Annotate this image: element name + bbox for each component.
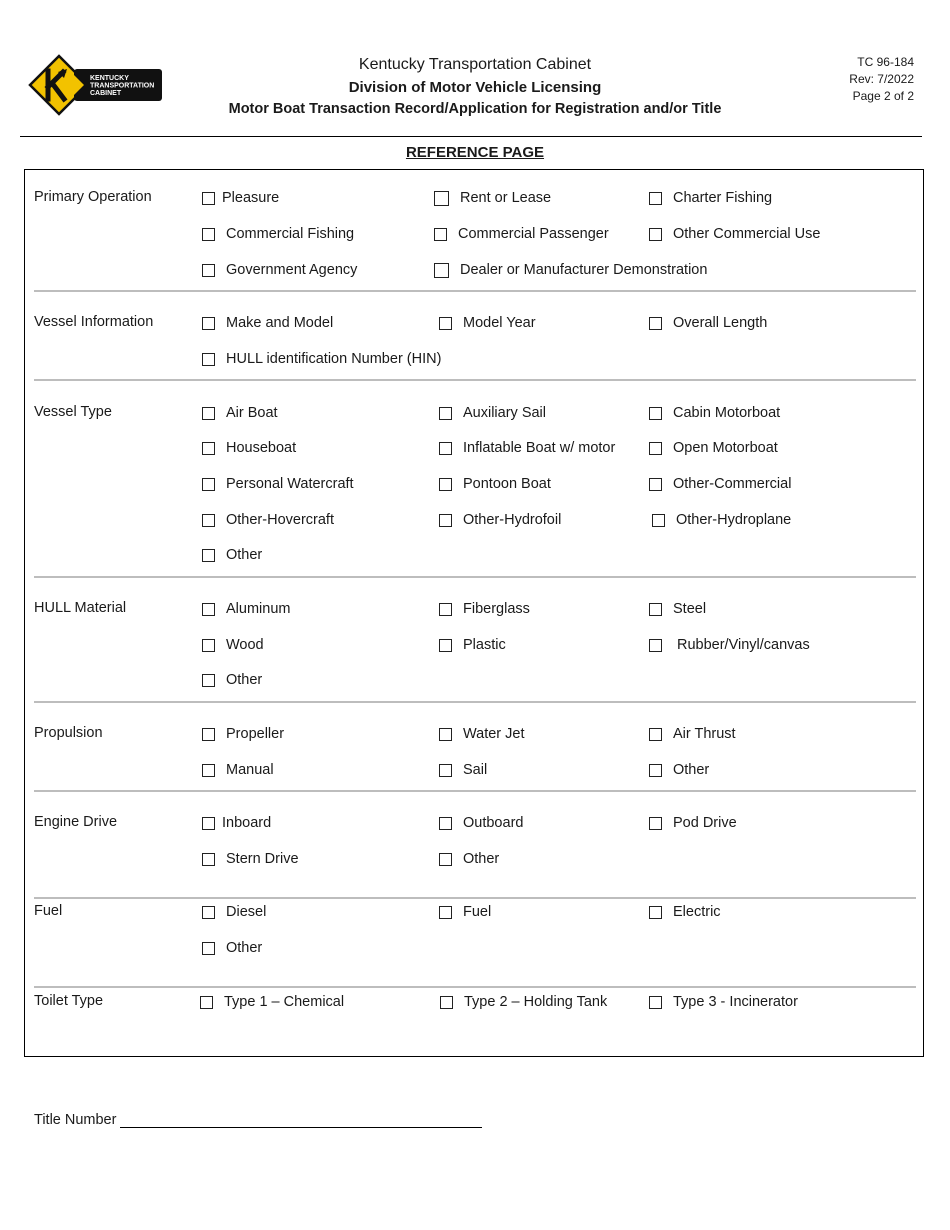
checkbox[interactable]	[202, 353, 215, 366]
checkbox[interactable]	[649, 603, 662, 616]
section-label: Fuel	[34, 903, 63, 919]
checkbox[interactable]	[649, 639, 662, 652]
option-rubber-vinyl-canvas[interactable]: Rubber/Vinyl/canvas	[649, 636, 810, 654]
section-divider	[34, 790, 916, 792]
option-type-1-chemical[interactable]: Type 1 – Chemical	[200, 993, 344, 1011]
option-other[interactable]: Other	[649, 761, 709, 779]
option-diesel[interactable]: Diesel	[202, 903, 266, 921]
section-label: Vessel Information	[34, 314, 154, 330]
checkbox[interactable]	[649, 192, 662, 205]
checkbox[interactable]	[439, 728, 452, 741]
section-label: Primary Operation	[34, 189, 152, 205]
form-number: TC 96-184	[857, 55, 914, 69]
checkbox[interactable]	[200, 996, 213, 1009]
checkbox[interactable]	[649, 407, 662, 420]
checkbox[interactable]	[202, 817, 215, 830]
checkbox[interactable]	[439, 639, 452, 652]
checkbox[interactable]	[439, 906, 452, 919]
option-outboard[interactable]: Outboard	[439, 814, 523, 832]
checkbox[interactable]	[439, 853, 452, 866]
option-pontoon-boat[interactable]: Pontoon Boat	[439, 475, 551, 493]
checkbox[interactable]	[202, 603, 215, 616]
option-water-jet[interactable]: Water Jet	[439, 725, 525, 743]
section-label: HULL Material	[34, 600, 127, 616]
section-divider	[34, 986, 916, 988]
option-rent-or-lease[interactable]: Rent or Lease	[434, 189, 551, 207]
option-electric[interactable]: Electric	[649, 903, 721, 921]
option-other-hydrofoil[interactable]: Other-Hydrofoil	[439, 511, 561, 529]
checkbox[interactable]	[434, 263, 449, 278]
option-other[interactable]: Other	[202, 939, 262, 957]
checkbox[interactable]	[202, 264, 215, 277]
option-steel[interactable]: Steel	[649, 600, 706, 618]
checkbox[interactable]	[649, 228, 662, 241]
checkbox[interactable]	[439, 817, 452, 830]
checkbox[interactable]	[652, 514, 665, 527]
option-cabin-motorboat[interactable]: Cabin Motorboat	[649, 404, 780, 422]
option-commercial-passenger[interactable]: Commercial Passenger	[434, 225, 609, 243]
option-open-motorboat[interactable]: Open Motorboat	[649, 439, 778, 457]
form-title: Motor Boat Transaction Record/Application for Registration and/or Title	[228, 101, 722, 117]
checkbox[interactable]	[202, 549, 215, 562]
checkbox[interactable]	[202, 478, 215, 491]
checkbox[interactable]	[439, 478, 452, 491]
kytc-logo	[28, 54, 164, 116]
option-dealer-or-manufacturer-demonstration[interactable]: Dealer or Manufacturer Demonstration	[434, 261, 707, 279]
section-label: Propulsion	[34, 725, 103, 741]
section-label: Vessel Type	[34, 404, 112, 420]
checkbox[interactable]	[434, 191, 449, 206]
option-aluminum[interactable]: Aluminum	[202, 600, 290, 618]
option-charter-fishing[interactable]: Charter Fishing	[649, 189, 772, 207]
checkbox[interactable]	[649, 764, 662, 777]
checkbox[interactable]	[439, 317, 452, 330]
section-divider	[34, 290, 916, 292]
option-pod-drive[interactable]: Pod Drive	[649, 814, 737, 832]
checkbox[interactable]	[649, 442, 662, 455]
option-air-boat[interactable]: Air Boat	[202, 404, 278, 422]
division-name: Division of Motor Vehicle Licensing	[348, 79, 602, 96]
section-divider	[34, 576, 916, 578]
section-divider	[34, 701, 916, 703]
checkbox[interactable]	[202, 228, 215, 241]
checkbox[interactable]	[649, 817, 662, 830]
checkbox[interactable]	[439, 764, 452, 777]
section-label: Toilet Type	[34, 993, 104, 1009]
option-inboard[interactable]: Inboard	[202, 814, 271, 832]
logo-line-3: CABINET	[90, 90, 122, 97]
checkbox[interactable]	[202, 764, 215, 777]
option-inflatable-boat-with-motor[interactable]: Inflatable Boat w/ motor	[439, 439, 615, 457]
checkbox[interactable]	[202, 639, 215, 652]
checkbox[interactable]	[202, 728, 215, 741]
section-divider	[34, 379, 916, 381]
header-divider	[20, 136, 922, 137]
option-propeller[interactable]: Propeller	[202, 725, 284, 743]
reference-page-title: REFERENCE PAGE	[405, 144, 545, 161]
option-model-year[interactable]: Model Year	[439, 314, 536, 332]
checkbox[interactable]	[439, 442, 452, 455]
option-auxiliary-sail[interactable]: Auxiliary Sail	[439, 404, 546, 422]
logo-line-1: KENTUCKY	[90, 75, 129, 82]
option-other[interactable]: Other	[202, 671, 262, 689]
agency-name: Kentucky Transportation Cabinet	[358, 56, 592, 73]
option-plastic[interactable]: Plastic	[439, 636, 506, 654]
checkbox[interactable]	[649, 728, 662, 741]
option-hull-identification-number[interactable]: HULL identification Number (HIN)	[202, 350, 441, 368]
checkbox[interactable]	[202, 674, 215, 687]
option-type-2-holding-tank[interactable]: Type 2 – Holding Tank	[440, 993, 607, 1011]
checkbox[interactable]	[649, 317, 662, 330]
checkbox[interactable]	[649, 906, 662, 919]
option-other[interactable]: Other	[202, 546, 262, 564]
checkbox[interactable]	[202, 906, 215, 919]
option-other-hovercraft[interactable]: Other-Hovercraft	[202, 511, 334, 529]
option-commercial-fishing[interactable]: Commercial Fishing	[202, 225, 354, 243]
option-other-hydroplane[interactable]: Other-Hydroplane	[652, 511, 791, 529]
checkbox[interactable]	[434, 228, 447, 241]
option-personal-watercraft[interactable]: Personal Watercraft	[202, 475, 354, 493]
section-label: Engine Drive	[34, 814, 118, 830]
option-other-commercial[interactable]: Other-Commercial	[649, 475, 791, 493]
checkbox[interactable]	[439, 407, 452, 420]
option-other-commercial-use[interactable]: Other Commercial Use	[649, 225, 820, 243]
checkbox[interactable]	[439, 603, 452, 616]
checkbox[interactable]	[439, 514, 452, 527]
checkbox[interactable]	[202, 853, 215, 866]
option-sail[interactable]: Sail	[439, 761, 487, 779]
checkbox[interactable]	[202, 442, 215, 455]
checkbox[interactable]	[649, 478, 662, 491]
logo-line-2: TRANSPORTATION	[90, 82, 155, 90]
checkbox[interactable]	[202, 942, 215, 955]
option-fuel[interactable]: Fuel	[439, 903, 491, 921]
checkbox[interactable]	[440, 996, 453, 1009]
form-revision: Rev: 7/2022	[849, 72, 914, 86]
option-type-3-incinerator[interactable]: Type 3 - Incinerator	[649, 993, 798, 1011]
checkbox[interactable]	[649, 996, 662, 1009]
option-government-agency[interactable]: Government Agency	[202, 261, 357, 279]
title-number-field	[34, 1112, 482, 1128]
title-number-label: Title Number	[34, 1112, 117, 1128]
option-air-thrust[interactable]: Air Thrust	[649, 725, 736, 743]
checkbox[interactable]	[202, 317, 215, 330]
option-stern-drive[interactable]: Stern Drive	[202, 850, 299, 868]
page-number: Page 2 of 2	[852, 89, 914, 103]
option-manual[interactable]: Manual	[202, 761, 274, 779]
title-number-input-line[interactable]	[120, 1113, 482, 1128]
section-divider	[34, 897, 916, 899]
option-wood[interactable]: Wood	[202, 636, 264, 654]
option-fiberglass[interactable]: Fiberglass	[439, 600, 530, 618]
option-make-and-model[interactable]: Make and Model	[202, 314, 333, 332]
option-overall-length[interactable]: Overall Length	[649, 314, 767, 332]
option-houseboat[interactable]: Houseboat	[202, 439, 296, 457]
checkbox[interactable]	[202, 192, 215, 205]
form-meta	[849, 54, 914, 105]
checkbox[interactable]	[202, 407, 215, 420]
option-other[interactable]: Other	[439, 850, 499, 868]
checkbox[interactable]	[202, 514, 215, 527]
option-pleasure[interactable]: Pleasure	[202, 189, 279, 207]
